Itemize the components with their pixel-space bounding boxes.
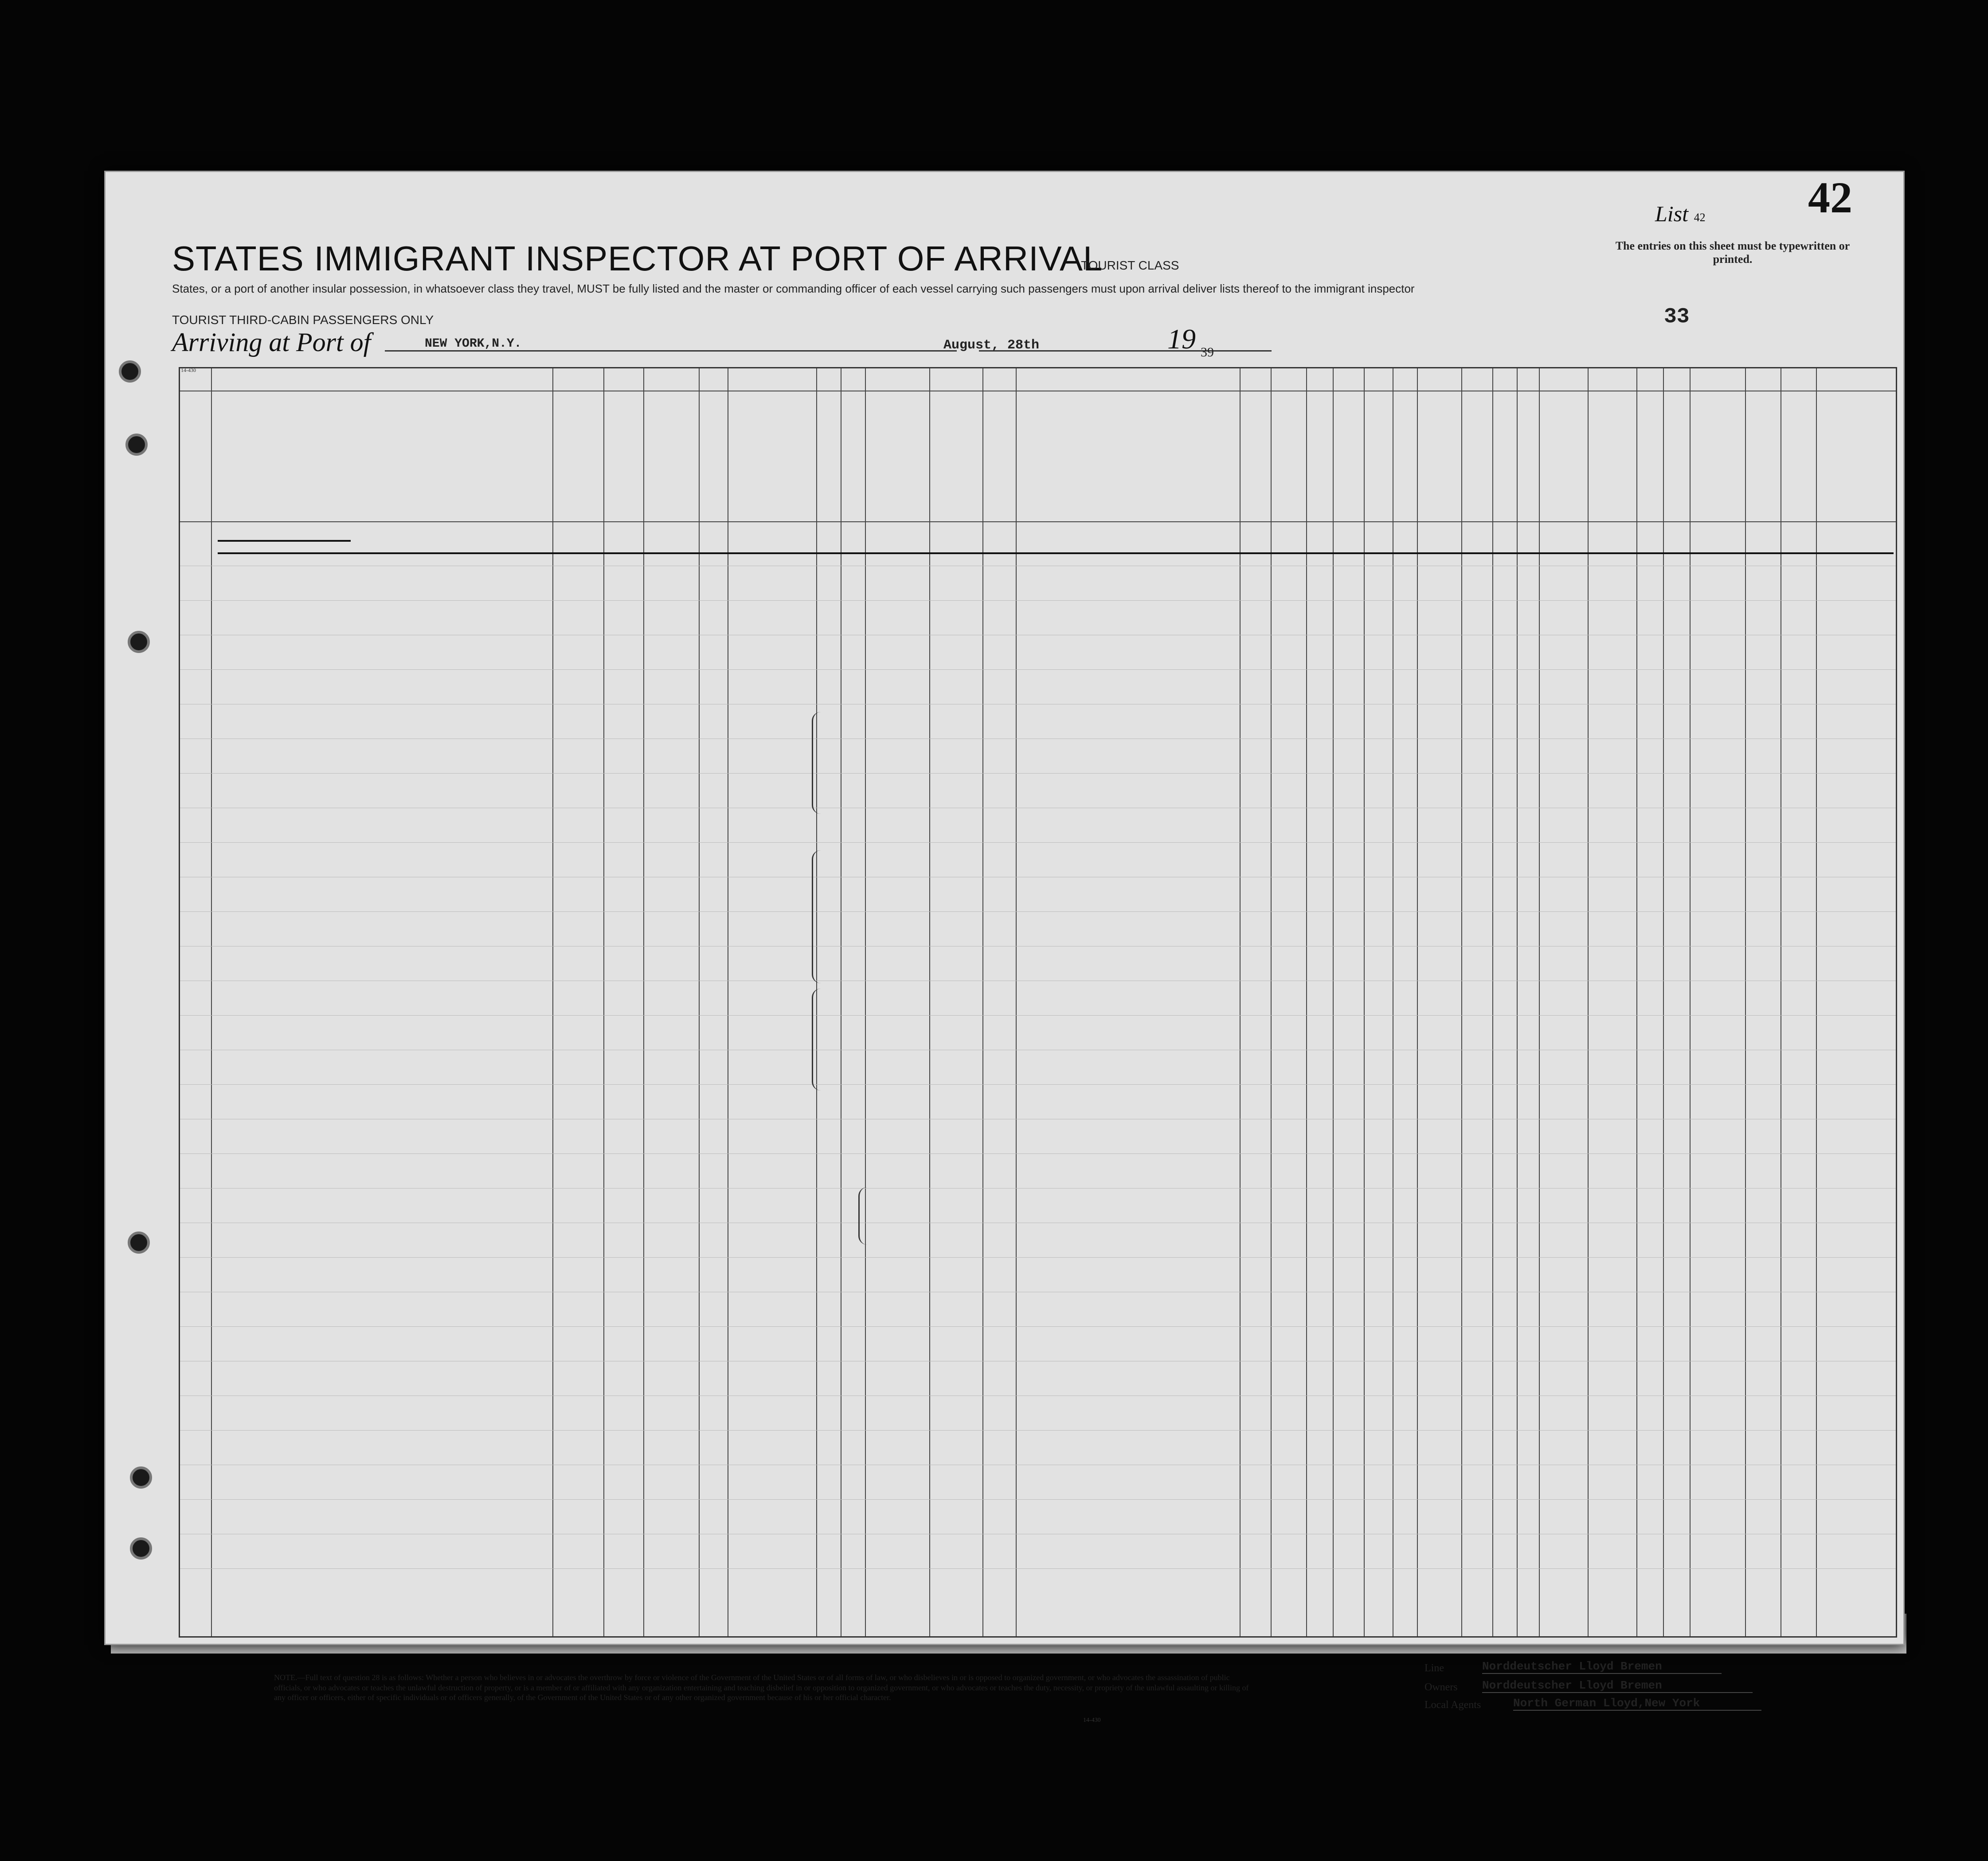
manifest-table [179, 367, 1897, 1638]
port-value: NEW YORK,N.Y. [425, 337, 522, 351]
arriving-label: Arriving at Port of [172, 328, 371, 357]
row-rule [180, 1568, 1896, 1569]
column-rule [929, 368, 930, 1636]
handwritten-brace [812, 989, 822, 1091]
column-rule [643, 368, 644, 1636]
line-label: Line [1424, 1662, 1444, 1674]
handwritten-brace [858, 1187, 869, 1245]
column-rule [1306, 368, 1307, 1636]
subtitle-2: TOURIST THIRD-CABIN PASSENGERS ONLY [172, 313, 434, 327]
punch-hole-icon [125, 434, 148, 456]
owners-label: Owners [1424, 1681, 1458, 1693]
strike-row-1 [218, 540, 351, 542]
punch-hole-icon [130, 1466, 152, 1489]
column-rule [1271, 368, 1272, 1636]
column-rule [211, 368, 212, 1636]
column-rule [1240, 368, 1241, 1636]
column-rule [1517, 368, 1518, 1636]
date-line [979, 350, 1272, 352]
column-rule [1333, 368, 1334, 1636]
owners-value: Norddeutscher Lloyd Bremen [1482, 1679, 1753, 1693]
row-rule [180, 669, 1896, 670]
header-rule [180, 521, 1896, 522]
column-rule [1539, 368, 1540, 1636]
list-number: 42 [1694, 211, 1706, 224]
column-rule [603, 368, 604, 1636]
row-rule [180, 1430, 1896, 1431]
stamp-number: 33 [1664, 305, 1690, 329]
handwritten-brace [812, 850, 822, 983]
list-label: List 42 [1655, 201, 1706, 226]
handwritten-brace [812, 712, 822, 814]
tourist-class: TOURIST CLASS [1081, 258, 1179, 272]
manifest-sheet [104, 171, 1905, 1724]
column-rule [982, 368, 983, 1636]
row-rule [180, 1188, 1896, 1189]
column-rule [1745, 368, 1746, 1636]
line-value: Norddeutscher Lloyd Bremen [1482, 1660, 1722, 1674]
column-rule [865, 368, 866, 1636]
column-rule [699, 368, 700, 1636]
punch-hole-icon [119, 360, 141, 383]
footnote-question-28: NOTE.—Full text of question 28 is as follows: Whether a person who believes in or advocates the overthrow by force or violence of the Government of the United States or of all forms of law, or who disbelieves in or is opposed to organized government, or who advocates the assassination of public officials, or who advocates or teaches the unlawful destruction of property, or is a member of or affiliated with any organization entertaining and teaching disbelief in or opposition to organized government, or who advocates or teaches the duty, necessity, or propriety of the unlawful assaulting or killing of any officer or officers, either of specific individuals or of officers generally, of the Government of the United States or of any other organized government because of his or her official character. [274, 1673, 1249, 1702]
column-rule [1663, 368, 1664, 1636]
page-number: 42 [1808, 173, 1852, 222]
subtitle: States, or a port of another insular possession, in whatsoever class they travel, MUST be fully listed and the master or commanding officer of each vessel carrying such passengers must upon arrival deliver lists thereof to the immigrant inspector [172, 282, 1415, 295]
column-rule [1690, 368, 1691, 1636]
entries-note: The entries on this sheet must be typewritten or printed. [1615, 239, 1850, 266]
row-rule [180, 773, 1896, 774]
column-rule [1016, 368, 1017, 1636]
page-title: STATES IMMIGRANT INSPECTOR AT PORT OF ARRIVAL [172, 239, 1103, 278]
punch-hole-icon [130, 1537, 152, 1560]
form-code: 14-430 [1083, 1717, 1101, 1724]
column-rule [1461, 368, 1462, 1636]
column-rule [1364, 368, 1365, 1636]
year-prefix: 19 [1167, 323, 1196, 355]
year-suffix: 39 [1201, 345, 1214, 360]
row-rule [180, 1257, 1896, 1258]
agents-value: North German Lloyd,New York [1513, 1697, 1761, 1711]
row-rule [180, 600, 1896, 601]
row-rule [180, 911, 1896, 912]
column-rule [552, 368, 553, 1636]
column-rule [1816, 368, 1817, 1636]
form-code-top: 14-430 [181, 367, 196, 373]
column-rule [1588, 368, 1589, 1636]
row-rule [180, 842, 1896, 843]
date-value: August, 28th [943, 338, 1040, 353]
row-rule [180, 1499, 1896, 1500]
row-rule [180, 1015, 1896, 1016]
row-rule [180, 1153, 1896, 1154]
column-rule [1492, 368, 1493, 1636]
row-rule [180, 1326, 1896, 1327]
column-rule [1636, 368, 1637, 1636]
strike-row-1 [218, 552, 1894, 554]
punch-hole-icon [128, 1232, 150, 1254]
agents-label: Local Agents [1424, 1699, 1481, 1711]
punch-hole-icon [128, 631, 150, 653]
row-rule [180, 1084, 1896, 1085]
column-rule [1417, 368, 1418, 1636]
